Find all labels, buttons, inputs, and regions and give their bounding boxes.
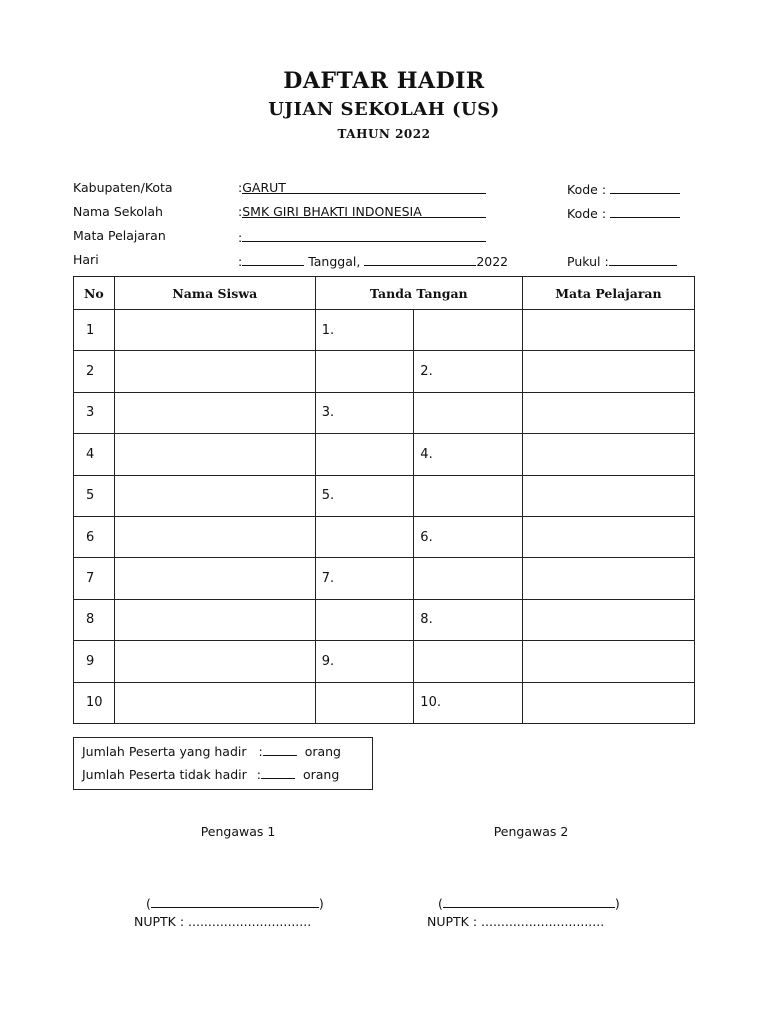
nama-siswa-cell[interactable] <box>114 682 315 723</box>
table-row <box>74 558 695 599</box>
mata-pelajaran-cell[interactable] <box>522 351 694 392</box>
table-row <box>74 392 695 433</box>
row-number: 10 <box>74 682 115 723</box>
signature-number[interactable]: 1. <box>315 310 414 351</box>
kab-value: GARUT <box>242 180 286 195</box>
tahun-suffix: 2022 <box>476 254 509 269</box>
row-number: 4 <box>74 434 115 475</box>
header-mata-pelajaran: Mata Pelajaran <box>522 277 694 310</box>
table-row <box>74 310 695 351</box>
signature-cell[interactable] <box>414 310 523 351</box>
mata-pelajaran-cell[interactable] <box>522 434 694 475</box>
mata-pelajaran-cell[interactable] <box>522 392 694 433</box>
table-row <box>74 599 695 640</box>
row-number: 5 <box>74 475 115 516</box>
pukul-field: Pukul : <box>567 252 677 269</box>
kab-field: :GARUT <box>238 180 486 195</box>
row-number: 1 <box>74 310 115 351</box>
nama-siswa-cell[interactable] <box>114 310 315 351</box>
summary-box <box>73 737 373 790</box>
kode-field-1: Kode : <box>567 180 680 197</box>
row-number: 2 <box>74 351 115 392</box>
signature-cell[interactable] <box>315 434 414 475</box>
signature-number[interactable]: 8. <box>414 599 523 640</box>
mata-pelajaran-cell[interactable] <box>522 475 694 516</box>
header-tanda-tangan: Tanda Tangan <box>315 277 522 310</box>
sekolah-field: :SMK GIRI BHAKTI INDONESIA <box>238 204 486 219</box>
mata-pelajaran-cell[interactable] <box>522 682 694 723</box>
row-number: 9 <box>74 641 115 682</box>
pengawas-2-name-line: ( ) <box>438 896 620 911</box>
nama-siswa-cell[interactable] <box>114 475 315 516</box>
mata-pelajaran-cell[interactable] <box>522 641 694 682</box>
pengawas-2-nuptk: NUPTK : ............................... <box>427 914 605 929</box>
sekolah-value: SMK GIRI BHAKTI INDONESIA <box>242 204 422 219</box>
attendance-table <box>73 276 695 724</box>
signature-cell[interactable] <box>414 641 523 682</box>
sekolah-value-line <box>242 204 486 218</box>
signature-cell[interactable] <box>315 516 414 557</box>
kab-value-line <box>242 180 486 194</box>
tanggal-label: Tanggal, <box>308 254 361 269</box>
hari-field: : Tanggal, 2022 <box>238 254 509 269</box>
table-row <box>74 434 695 475</box>
pengawas-1-name-line: ( ) <box>146 896 324 911</box>
nama-siswa-cell[interactable] <box>114 641 315 682</box>
header-nama-siswa: Nama Siswa <box>114 277 315 310</box>
sekolah-label: Nama Sekolah <box>73 204 163 219</box>
row-number: 7 <box>74 558 115 599</box>
summary-tidak-hadir: Jumlah Peserta tidak hadir : orang <box>82 767 340 782</box>
table-row <box>74 682 695 723</box>
document-year: TAHUN 2022 <box>337 127 431 141</box>
signature-number[interactable]: 6. <box>414 516 523 557</box>
nama-siswa-cell[interactable] <box>114 516 315 557</box>
nama-siswa-cell[interactable] <box>114 351 315 392</box>
nama-siswa-cell[interactable] <box>114 599 315 640</box>
document-subtitle: UJIAN SEKOLAH (US) <box>268 99 500 120</box>
signature-number[interactable]: 2. <box>414 351 523 392</box>
mapel-label: Mata Pelajaran <box>73 228 166 243</box>
signature-cell[interactable] <box>315 599 414 640</box>
nama-siswa-cell[interactable] <box>114 558 315 599</box>
nama-siswa-cell[interactable] <box>114 392 315 433</box>
pengawas-2-label: Pengawas 2 <box>493 824 569 839</box>
signature-number[interactable]: 3. <box>315 392 414 433</box>
signature-number[interactable]: 4. <box>414 434 523 475</box>
row-number: 6 <box>74 516 115 557</box>
table-row <box>74 641 695 682</box>
table-row <box>74 475 695 516</box>
signature-cell[interactable] <box>414 392 523 433</box>
document-title: DAFTAR HADIR <box>283 68 485 94</box>
row-number: 8 <box>74 599 115 640</box>
mata-pelajaran-cell[interactable] <box>522 599 694 640</box>
mata-pelajaran-cell[interactable] <box>522 310 694 351</box>
kab-label: Kabupaten/Kota <box>73 180 173 195</box>
signature-number[interactable]: 7. <box>315 558 414 599</box>
mata-pelajaran-cell[interactable] <box>522 516 694 557</box>
summary-hadir: Jumlah Peserta yang hadir : orang <box>82 744 341 759</box>
table-row <box>74 516 695 557</box>
signature-cell[interactable] <box>414 558 523 599</box>
row-number: 3 <box>74 392 115 433</box>
signature-cell[interactable] <box>315 682 414 723</box>
hari-label: Hari <box>73 252 99 267</box>
nama-siswa-cell[interactable] <box>114 434 315 475</box>
pengawas-1-nuptk: NUPTK : ............................... <box>134 914 312 929</box>
table-header-row <box>74 277 695 310</box>
kode-field-2: Kode : <box>567 204 680 221</box>
header-no: No <box>74 277 115 310</box>
mapel-field: : <box>238 228 486 245</box>
mata-pelajaran-cell[interactable] <box>522 558 694 599</box>
signature-number[interactable]: 9. <box>315 641 414 682</box>
signature-cell[interactable] <box>315 351 414 392</box>
signature-cell[interactable] <box>414 475 523 516</box>
pengawas-1-label: Pengawas 1 <box>200 824 276 839</box>
signature-number[interactable]: 10. <box>414 682 523 723</box>
signature-number[interactable]: 5. <box>315 475 414 516</box>
table-row <box>74 351 695 392</box>
